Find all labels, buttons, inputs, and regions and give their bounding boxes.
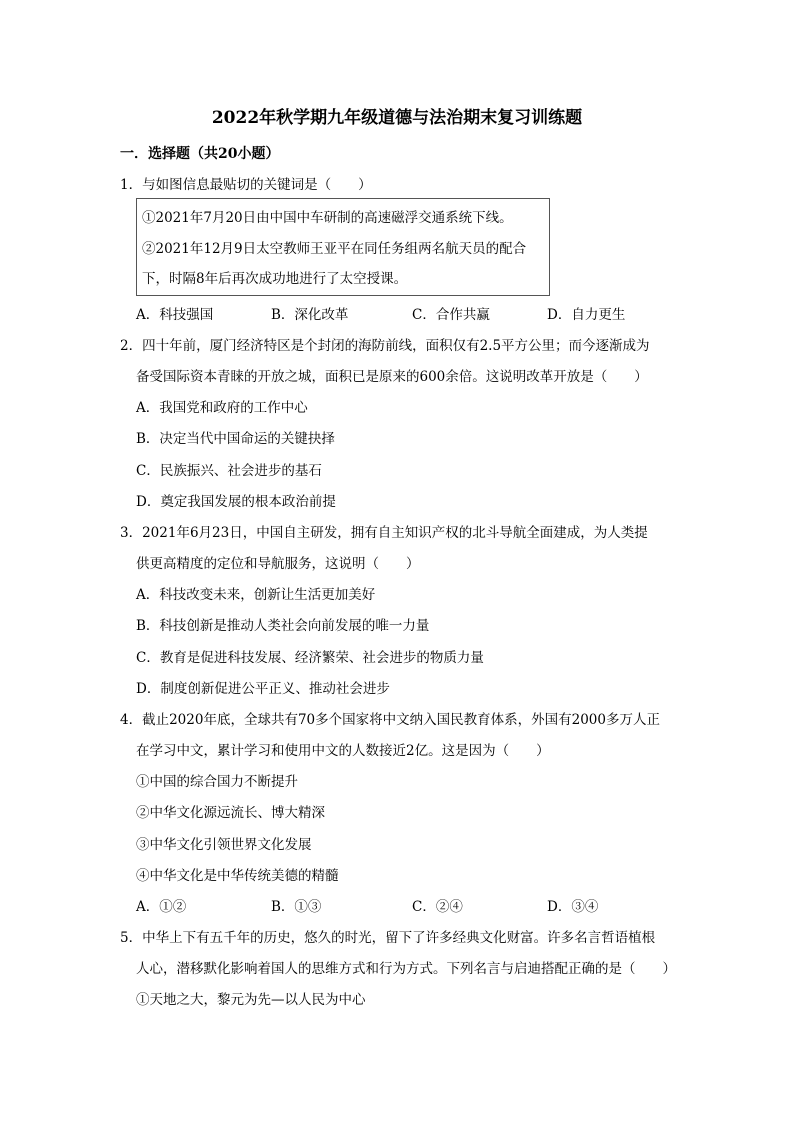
statement-item: ①中国的综合国力不断提升 — [136, 774, 298, 790]
option-b[interactable]: B．决定当代中国命运的关键抉择 — [136, 431, 335, 447]
info-box-line: ①2021年7月20日由中国中车研制的高速磁浮交通系统下线。 — [142, 210, 513, 226]
statement-item: ①天地之大，黎元为先—以人民为中心 — [136, 992, 366, 1008]
statement-item: ④中华文化是中华传统美德的精髓 — [136, 868, 339, 884]
question-3-stem: 供更高精度的定位和导航服务，这说明（ ） — [136, 556, 420, 572]
option-c[interactable]: C．②④ — [412, 899, 463, 915]
statement-item: ③中华文化引领世界文化发展 — [136, 837, 312, 853]
question-4-stem: 在学习中文，累计学习和使用中文的人数接近2亿。这是因为（ ） — [136, 743, 550, 759]
question-2-stem: 备受国际资本青睐的开放之城，面积已是原来的600余倍。这说明改革开放是（ ） — [136, 369, 648, 385]
option-c[interactable]: C．教育是促进科技发展、经济繁荣、社会进步的物质力量 — [136, 650, 484, 666]
statement-item: ②中华文化源远流长、博大精深 — [136, 805, 325, 821]
question-1-options — [136, 305, 696, 325]
option-d[interactable]: D．奠定我国发展的根本政治前提 — [136, 494, 336, 510]
option-c[interactable]: C．民族振兴、社会进步的基石 — [136, 463, 322, 479]
question-5-stem: 人心，潜移默化影响着国人的思维方式和行为方式。下列名言与启迪搭配正确的是（ ） — [136, 961, 676, 977]
info-box-line: 下，时隔8年后再次成功地进行了太空授课。 — [142, 271, 408, 287]
option-a[interactable]: A．科技改变未来，创新让生活更加美好 — [136, 587, 376, 603]
option-a[interactable]: A．我国党和政府的工作中心 — [136, 400, 308, 416]
info-box-line: ②2021年12月9日太空教师王亚平在同任务组两名航天员的配合 — [142, 241, 527, 257]
option-d[interactable]: D．制度创新促进公平正义、推动社会进步 — [136, 681, 390, 697]
question-4-stem: 4．截止2020年底，全球共有70多个国家将中文纳入国民教育体系，外国有2000多万人正 — [120, 712, 660, 728]
option-a[interactable]: A．①② — [136, 899, 187, 915]
section-heading: 一．选择题（共20小题） — [120, 146, 280, 162]
question-1-stem: 1．与如图信息最贴切的关键词是（ ） — [120, 177, 372, 193]
question-3-stem: 3．2021年6月23日，中国自主研发，拥有自主知识产权的北斗导航全面建成，为人类提 — [120, 525, 648, 541]
question-5-stem: 5．中华上下有五千年的历史，悠久的时光，留下了许多经典文化财富。许多名言哲语植根 — [120, 930, 656, 946]
option-b[interactable]: B．深化改革 — [271, 307, 349, 323]
option-d[interactable]: D．③④ — [547, 899, 599, 915]
option-d[interactable]: D．自力更生 — [547, 307, 626, 323]
option-b[interactable]: B．①③ — [271, 899, 322, 915]
option-b[interactable]: B．科技创新是推动人类社会向前发展的唯一力量 — [136, 618, 430, 634]
option-a[interactable]: A．科技强国 — [136, 307, 214, 323]
question-1-info-box — [136, 198, 550, 296]
option-c[interactable]: C．合作共赢 — [412, 307, 490, 323]
question-2-stem: 2．四十年前，厦门经济特区是个封闭的海防前线，面积仅有2.5平方公里；而今逐渐成为 — [120, 338, 650, 354]
question-4-options — [136, 897, 696, 917]
page-title: 2022年秋学期九年级道德与法治期末复习训练题 — [211, 108, 583, 128]
